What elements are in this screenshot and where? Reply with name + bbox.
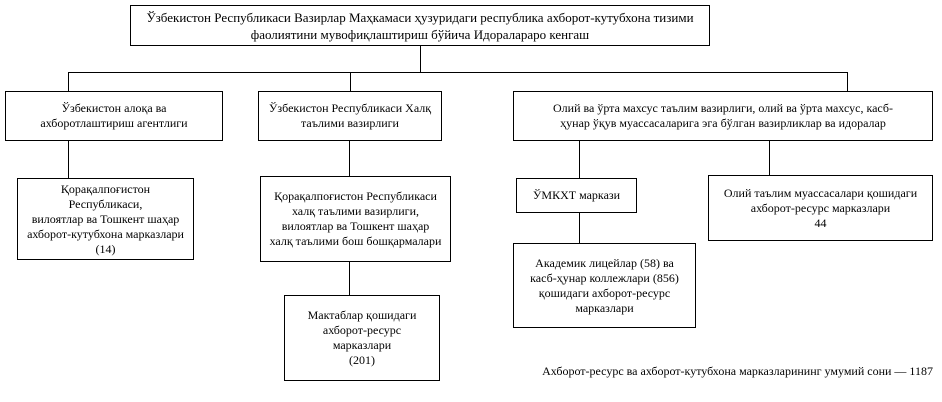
node-lyceum-college-centers: [513, 243, 696, 328]
node-label: Академик лицейлар (58) ва касб-ҳунар коллежлари (856) қошидаги ахборот-ресурс марказлари: [530, 255, 679, 315]
node-label: Ўзбекистон Республикаси Халқ таълими вазирлиги: [268, 101, 432, 130]
node-label: Қорақалпоғистон Республикаси, вилоятлар ва Тошкент шаҳар ахборот-кутубхона марказлари (14): [27, 181, 184, 256]
node-interdepartmental-council: [130, 5, 710, 46]
node-university-resource-centers: [708, 175, 933, 241]
node-label: Қорақалпоғистон Республикаси халқ таълими вазирлиги, вилоятлар ва Тошкент шаҳар халқ таълими бош бошқармалари: [269, 189, 442, 248]
node-school-resource-centers: [284, 295, 440, 381]
node-communications-agency: [5, 91, 223, 141]
node-label: Ўзбекистон Республикаси Вазирлар Маҳкамаси ҳузуридаги республика ахборот-кутубхона тизими фаолиятини мувофиқлаштириш бўйича Идораларaро кенгаш: [146, 9, 694, 42]
node-label: Мактаблар қошидаги ахборот-ресурс марказлари (201): [307, 308, 417, 367]
node-education-departments: [260, 176, 451, 262]
node-label: ЎМКХТ маркази: [532, 188, 621, 202]
node-label: Олий ва ўрта махсус таълим вазирлиги, олий ва ўрта махсус, касб- ҳунар ўқув муассасаларига эга бўлган вазирликлар ва идоралар: [553, 101, 893, 130]
node-umkht-center: [516, 178, 637, 213]
node-public-education-ministry: [258, 91, 442, 141]
node-label: Ўзбекистон алоқа ва ахборотлаштириш агентлиги: [40, 101, 188, 130]
node-regional-library-centers: [17, 178, 194, 260]
node-higher-education-ministry: [513, 91, 933, 141]
total-count-note: Ахборот-ресурс ва ахборот-кутубхона марказларининг умумий сони — 1187: [542, 364, 933, 378]
node-label: Олий таълим муассасалари қошидаги ахборот-ресурс марказлари 44: [723, 185, 918, 230]
